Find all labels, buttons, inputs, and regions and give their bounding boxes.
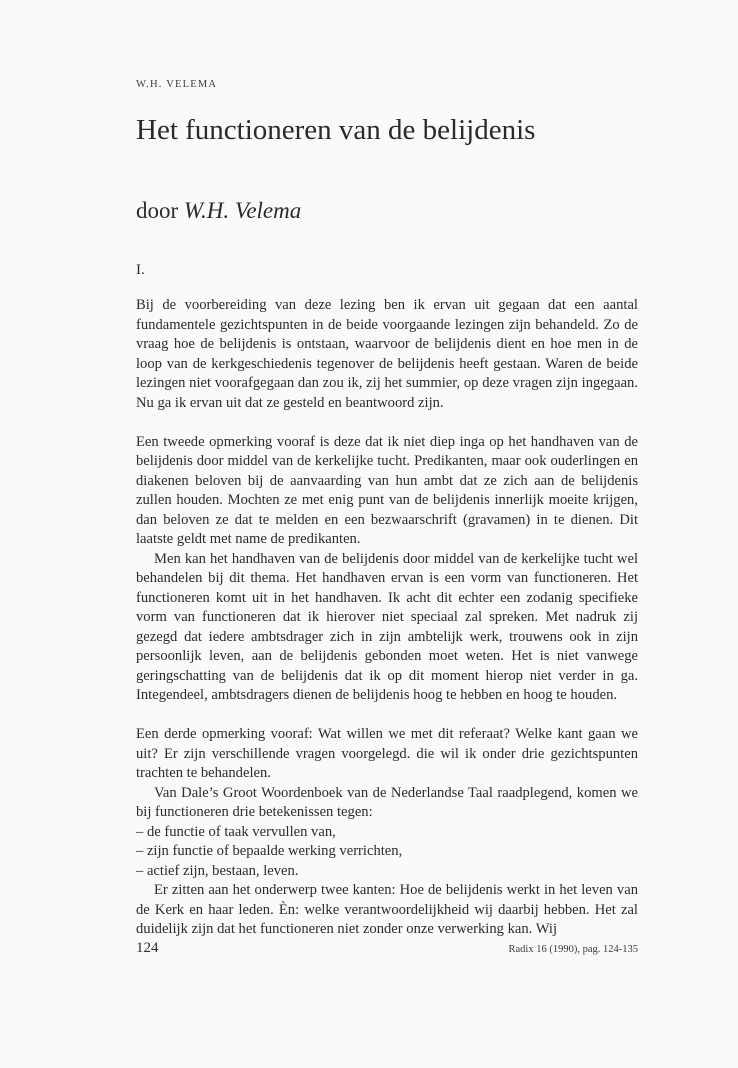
paragraph: Van Dale’s Groot Woordenboek van de Nederlandse Taal raadplegend, komen we bij functioneren drie betekenissen tegen: bbox=[136, 784, 638, 820]
article-body bbox=[136, 296, 638, 940]
article-title: Het functioneren van de belijdenis bbox=[136, 114, 536, 146]
page-number: 124 bbox=[136, 940, 159, 956]
section-number: I. bbox=[136, 262, 145, 278]
byline-author-name: W.H. Velema bbox=[183, 198, 302, 223]
paragraph: Een derde opmerking vooraf: Wat willen we met dit referaat? Welke kant gaan we uit? Er zijn verschillende vragen voorgelegd. die wil ik onder drie gezichtspunten trachten te behandelen. bbox=[136, 726, 638, 781]
byline-prefix: door bbox=[136, 198, 179, 223]
paragraph: Een tweede opmerking vooraf is deze dat ik niet diep inga op het handhaven van de belijdenis door middel van de kerkelijke tucht. Predikanten, maar ook ouderlingen en diakenen beloven bij de aanvaarding van hun ambt dat ze zich aan de belijdenis zullen houden. Mochten ze met enig punt van de belijdenis innerlijk moeite krijgen, dan beloven ze dat te melden en een bezwaarschrift (gravamen) in te dienen. Dit laatste geldt met name de predikanten. bbox=[136, 433, 638, 547]
paragraph: Bij de voorbereiding van deze lezing ben ik ervan uit gegaan dat een aantal fundamentele gezichtspunten in de beide voorgaande lezingen zijn behandeld. Zo de vraag hoe de belijdenis is ontstaan, waarvoor de belijdenis dient en hoe men in de loop van de kerkgeschiedenis tegenover de belijdenis heeft gestaan. Waren de beide lezingen niet voorafgegaan dan zou ik, zij het summier, op deze vragen zijn ingegaan. Nu ga ik ervan uit dat ze gesteld en beantwoord zijn. bbox=[136, 297, 638, 411]
list-item: – zijn functie of bepaalde werking verrichten, bbox=[136, 843, 403, 859]
list-item: – actief zijn, bestaan, leven. bbox=[136, 862, 299, 879]
running-header-author: W.H. VELEMA bbox=[136, 79, 218, 90]
list-item: – de functie of taak vervullen van, bbox=[136, 823, 336, 840]
paragraph: Er zitten aan het onderwerp twee kanten: Hoe de belijdenis werkt in het leven van de Kerk en haar leden. Èn: welke verantwoordelijkheid wij daarbij hebben. Het zal duidelijk zijn dat het functioneren niet zonder onze verwerking kan. Wij bbox=[136, 882, 638, 937]
journal-citation: Radix 16 (1990), pag. 124-135 bbox=[508, 944, 638, 955]
paragraph: Men kan het handhaven van de belijdenis door middel van de kerkelijke tucht wel behandelen bij dit thema. Het handhaven ervan is een vorm van functioneren. Het functioneren komt uit in het handhaven. Ik acht dit echter een zodanig specifieke vorm van functioneren dat ik hierover niet speciaal zal spreken. Met nadruk zij gezegd dat iedere ambtsdrager zich in zijn ambtelijk werk, trouwens ook in zijn persoonlijk leven, aan de belijdenis gebonden moet weten. Het is niet vanwege geringschatting van de belijdenis dat ik op dit moment hierop niet verder in ga. Integendeel, ambtsdragers dienen de belijdenis hoog te hebben en hoog te houden. bbox=[136, 550, 638, 703]
byline bbox=[136, 198, 301, 224]
